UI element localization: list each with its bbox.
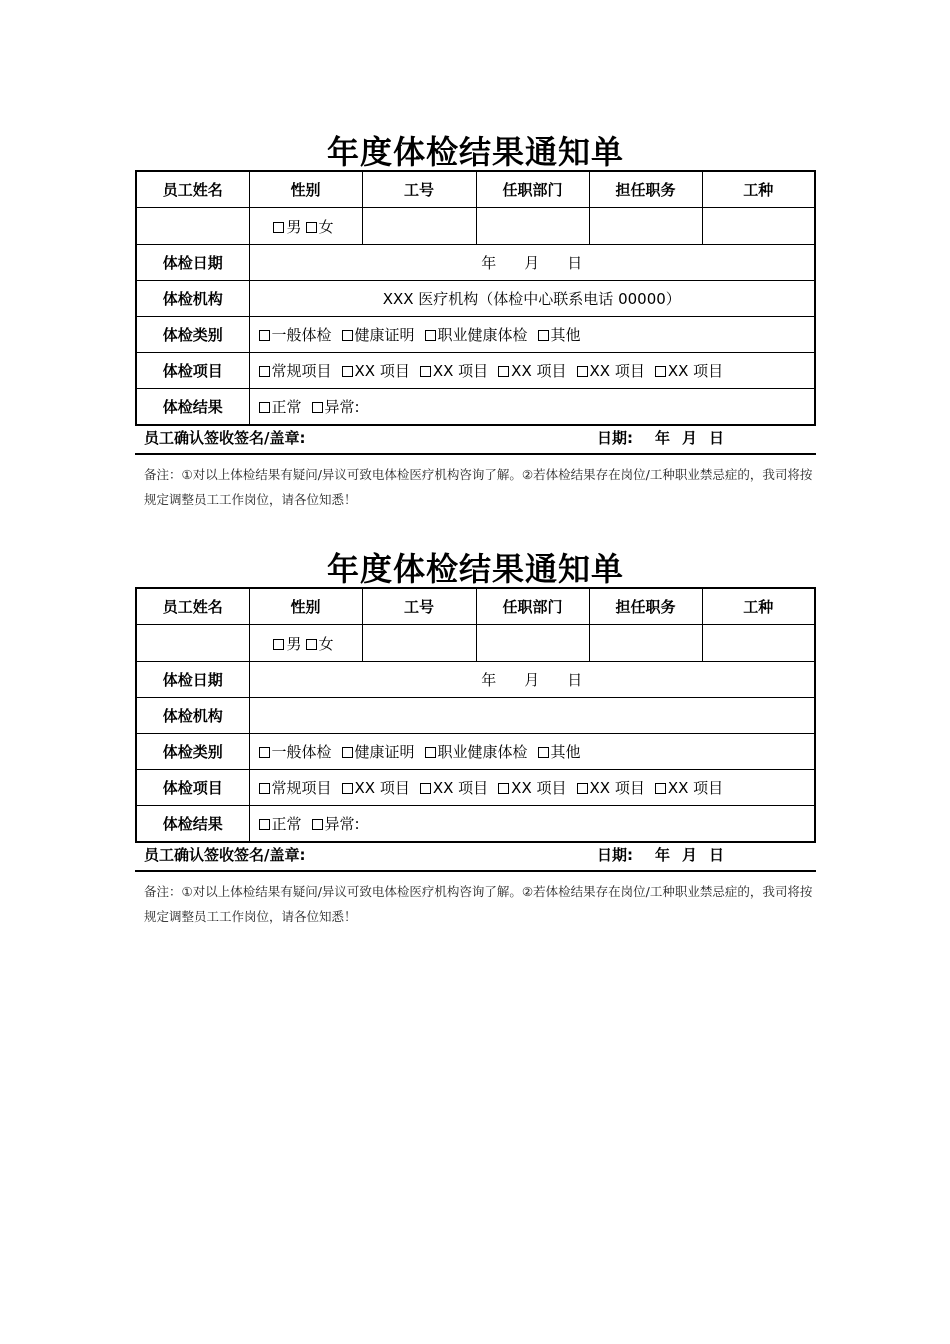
year-label: 年 (655, 846, 671, 864)
employee-input-row (136, 625, 815, 662)
checkbox-icon[interactable] (312, 402, 323, 413)
checkbox-option[interactable] (498, 360, 566, 381)
option-label: 职业健康体检 (437, 326, 528, 344)
header-cell: 性别 (249, 588, 362, 625)
year-label: 年 (481, 671, 497, 689)
option-label: 常规项目 (271, 362, 332, 380)
institution-field[interactable] (249, 698, 815, 734)
signature-row (135, 840, 816, 872)
option-label: 异常: (324, 398, 360, 416)
checkbox-option[interactable] (425, 324, 528, 345)
day-label: 日 (709, 429, 725, 447)
institution-row (136, 281, 815, 317)
day-label: 日 (709, 846, 725, 864)
checkbox-icon[interactable] (273, 222, 284, 233)
row-label: 体检日期 (136, 245, 249, 281)
day-label: 日 (567, 671, 583, 689)
employee-id-field[interactable] (362, 208, 476, 245)
option-label: 一般体检 (271, 326, 332, 344)
header-row (136, 588, 815, 625)
header-cell: 工号 (362, 171, 476, 208)
checkbox-icon[interactable] (342, 783, 353, 794)
option-label: XX 项目 (667, 779, 724, 797)
option-label: XX 项目 (511, 362, 567, 380)
option-label: 职业健康体检 (437, 743, 528, 761)
checkbox-icon[interactable] (498, 366, 509, 377)
checkbox-icon[interactable] (259, 402, 270, 413)
option-label: XX 项目 (432, 779, 489, 797)
year-label: 年 (655, 429, 671, 447)
option-label: 男 (286, 634, 302, 653)
option-label: 健康证明 (354, 326, 415, 344)
checkbox-icon[interactable] (259, 366, 270, 377)
checkbox-icon[interactable] (342, 330, 353, 341)
checkbox-icon[interactable] (273, 639, 284, 650)
month-label: 月 (524, 254, 540, 272)
option-label: 健康证明 (354, 743, 415, 761)
signature-date-label: 日期: (597, 846, 633, 864)
checkbox-icon[interactable] (259, 783, 270, 794)
option-label: XX 项目 (667, 362, 724, 380)
option-label: XX 项目 (432, 362, 489, 380)
checkbox-option[interactable] (655, 777, 723, 798)
checkbox-icon[interactable] (306, 639, 317, 650)
checkbox-option[interactable] (273, 633, 301, 654)
checkbox-option[interactable] (342, 741, 415, 762)
day-label: 日 (567, 254, 583, 272)
checkbox-icon[interactable] (342, 366, 353, 377)
checkbox-option[interactable] (312, 813, 360, 834)
checkbox-icon[interactable] (420, 366, 431, 377)
option-label: 正常 (271, 398, 302, 416)
gender-field (249, 208, 362, 245)
option-label: XX 项目 (589, 362, 645, 380)
employee-id-field[interactable] (362, 625, 476, 662)
employee-input-row (136, 208, 815, 245)
result-row (136, 806, 815, 843)
option-label: 异常: (324, 815, 360, 833)
checkbox-option[interactable] (259, 360, 332, 381)
checkbox-icon[interactable] (306, 222, 317, 233)
checkbox-option[interactable] (577, 777, 645, 798)
checkbox-option[interactable] (259, 777, 332, 798)
checkbox-icon[interactable] (655, 366, 666, 377)
option-label: 男 (286, 217, 302, 236)
row-label: 体检日期 (136, 662, 249, 698)
checkbox-icon[interactable] (312, 819, 323, 830)
items-options (249, 770, 815, 806)
items-row (136, 770, 815, 806)
checkbox-option[interactable] (342, 360, 410, 381)
checkbox-option[interactable] (420, 360, 488, 381)
position-field[interactable] (589, 208, 702, 245)
checkbox-option[interactable] (259, 324, 332, 345)
header-cell: 性别 (249, 171, 362, 208)
type-options (249, 317, 815, 353)
type-row (136, 734, 815, 770)
signature-label: 员工确认签收签名/盖章: (144, 846, 306, 864)
header-cell: 工种 (702, 171, 815, 208)
header-cell: 担任职务 (589, 588, 702, 625)
checkbox-option[interactable] (498, 777, 566, 798)
checkbox-option[interactable] (312, 396, 360, 417)
option-label: 其他 (550, 326, 581, 344)
gender-field (249, 625, 362, 662)
institution-row (136, 698, 815, 734)
checkbox-icon[interactable] (498, 783, 509, 794)
checkbox-option[interactable] (342, 777, 410, 798)
items-options (249, 353, 815, 389)
header-cell: 员工姓名 (136, 171, 249, 208)
year-label: 年 (481, 254, 497, 272)
header-cell: 工号 (362, 588, 476, 625)
row-label: 体检类别 (136, 734, 249, 770)
date-row (136, 662, 815, 698)
checkbox-icon[interactable] (420, 783, 431, 794)
option-label: XX 项目 (589, 779, 645, 797)
header-cell: 担任职务 (589, 171, 702, 208)
row-label: 体检结果 (136, 389, 249, 426)
checkbox-option[interactable] (577, 360, 645, 381)
checkbox-option[interactable] (259, 741, 332, 762)
option-label: 正常 (271, 815, 302, 833)
checkbox-icon[interactable] (538, 747, 549, 758)
checkbox-icon[interactable] (259, 330, 270, 341)
header-cell: 任职部门 (476, 171, 589, 208)
institution-field[interactable]: XXX 医疗机构（体检中心联系电话 00000） (249, 281, 815, 317)
option-label: 一般体检 (271, 743, 332, 761)
checkbox-option[interactable] (259, 396, 302, 417)
name-field[interactable] (136, 625, 249, 662)
option-label: 女 (318, 217, 334, 236)
position-field[interactable] (589, 625, 702, 662)
form-table (135, 170, 816, 426)
option-label: XX 项目 (354, 362, 410, 380)
row-label: 体检项目 (136, 353, 249, 389)
signature-date[interactable] (597, 844, 736, 865)
checkbox-option[interactable] (259, 813, 302, 834)
checkbox-icon[interactable] (342, 747, 353, 758)
form-note: 备注：①对以上体检结果有疑问/异议可致电体检医疗机构咨询了解。②若体检结果存在岗位/工种职业禁忌症的，我司将按规定调整员工工作岗位，请各位知悉！ (144, 884, 813, 924)
month-label: 月 (682, 846, 698, 864)
type-options (249, 734, 815, 770)
row-label: 体检项目 (136, 770, 249, 806)
option-label: 常规项目 (271, 779, 332, 797)
form-title: 年度体检结果通知单 (326, 133, 624, 171)
result-options (249, 806, 815, 843)
header-cell: 工种 (702, 588, 815, 625)
job-type-field[interactable] (702, 208, 815, 245)
items-row (136, 353, 815, 389)
option-label: 其他 (550, 743, 581, 761)
checkbox-option[interactable] (306, 216, 334, 237)
checkbox-icon[interactable] (259, 819, 270, 830)
job-type-field[interactable] (702, 625, 815, 662)
signature-row (135, 423, 816, 455)
checkbox-icon[interactable] (425, 747, 436, 758)
checkbox-option[interactable] (342, 324, 415, 345)
checkbox-option[interactable] (538, 741, 581, 762)
header-cell: 员工姓名 (136, 588, 249, 625)
month-label: 月 (682, 429, 698, 447)
checkbox-option[interactable] (420, 777, 488, 798)
checkbox-icon[interactable] (538, 330, 549, 341)
option-label: XX 项目 (354, 779, 410, 797)
row-label: 体检类别 (136, 317, 249, 353)
signature-date-label: 日期: (597, 429, 633, 447)
form-note: 备注：①对以上体检结果有疑问/异议可致电体检医疗机构咨询了解。②若体检结果存在岗位/工种职业禁忌症的，我司将按规定调整员工工作岗位，请各位知悉！ (144, 467, 813, 507)
checkbox-option[interactable] (273, 216, 301, 237)
row-label: 体检机构 (136, 698, 249, 734)
option-label: 女 (318, 634, 334, 653)
checkbox-icon[interactable] (259, 747, 270, 758)
signature-label: 员工确认签收签名/盖章: (144, 429, 306, 447)
department-field[interactable] (476, 625, 589, 662)
date-field[interactable] (249, 245, 815, 281)
date-field[interactable] (249, 662, 815, 698)
type-row (136, 317, 815, 353)
checkbox-icon[interactable] (425, 330, 436, 341)
name-field[interactable] (136, 208, 249, 245)
date-row (136, 245, 815, 281)
checkbox-option[interactable] (425, 741, 528, 762)
header-cell: 任职部门 (476, 588, 589, 625)
result-row (136, 389, 815, 426)
checkbox-option[interactable] (538, 324, 581, 345)
checkbox-icon[interactable] (577, 366, 588, 377)
header-row (136, 171, 815, 208)
checkbox-icon[interactable] (655, 783, 666, 794)
row-label: 体检结果 (136, 806, 249, 843)
month-label: 月 (524, 671, 540, 689)
checkbox-option[interactable] (655, 360, 723, 381)
option-label: XX 项目 (511, 779, 567, 797)
form-table (135, 587, 816, 843)
checkbox-option[interactable] (306, 633, 334, 654)
signature-date[interactable] (597, 427, 736, 448)
checkbox-icon[interactable] (577, 783, 588, 794)
row-label: 体检机构 (136, 281, 249, 317)
department-field[interactable] (476, 208, 589, 245)
result-options (249, 389, 815, 426)
form-title: 年度体检结果通知单 (326, 550, 624, 588)
